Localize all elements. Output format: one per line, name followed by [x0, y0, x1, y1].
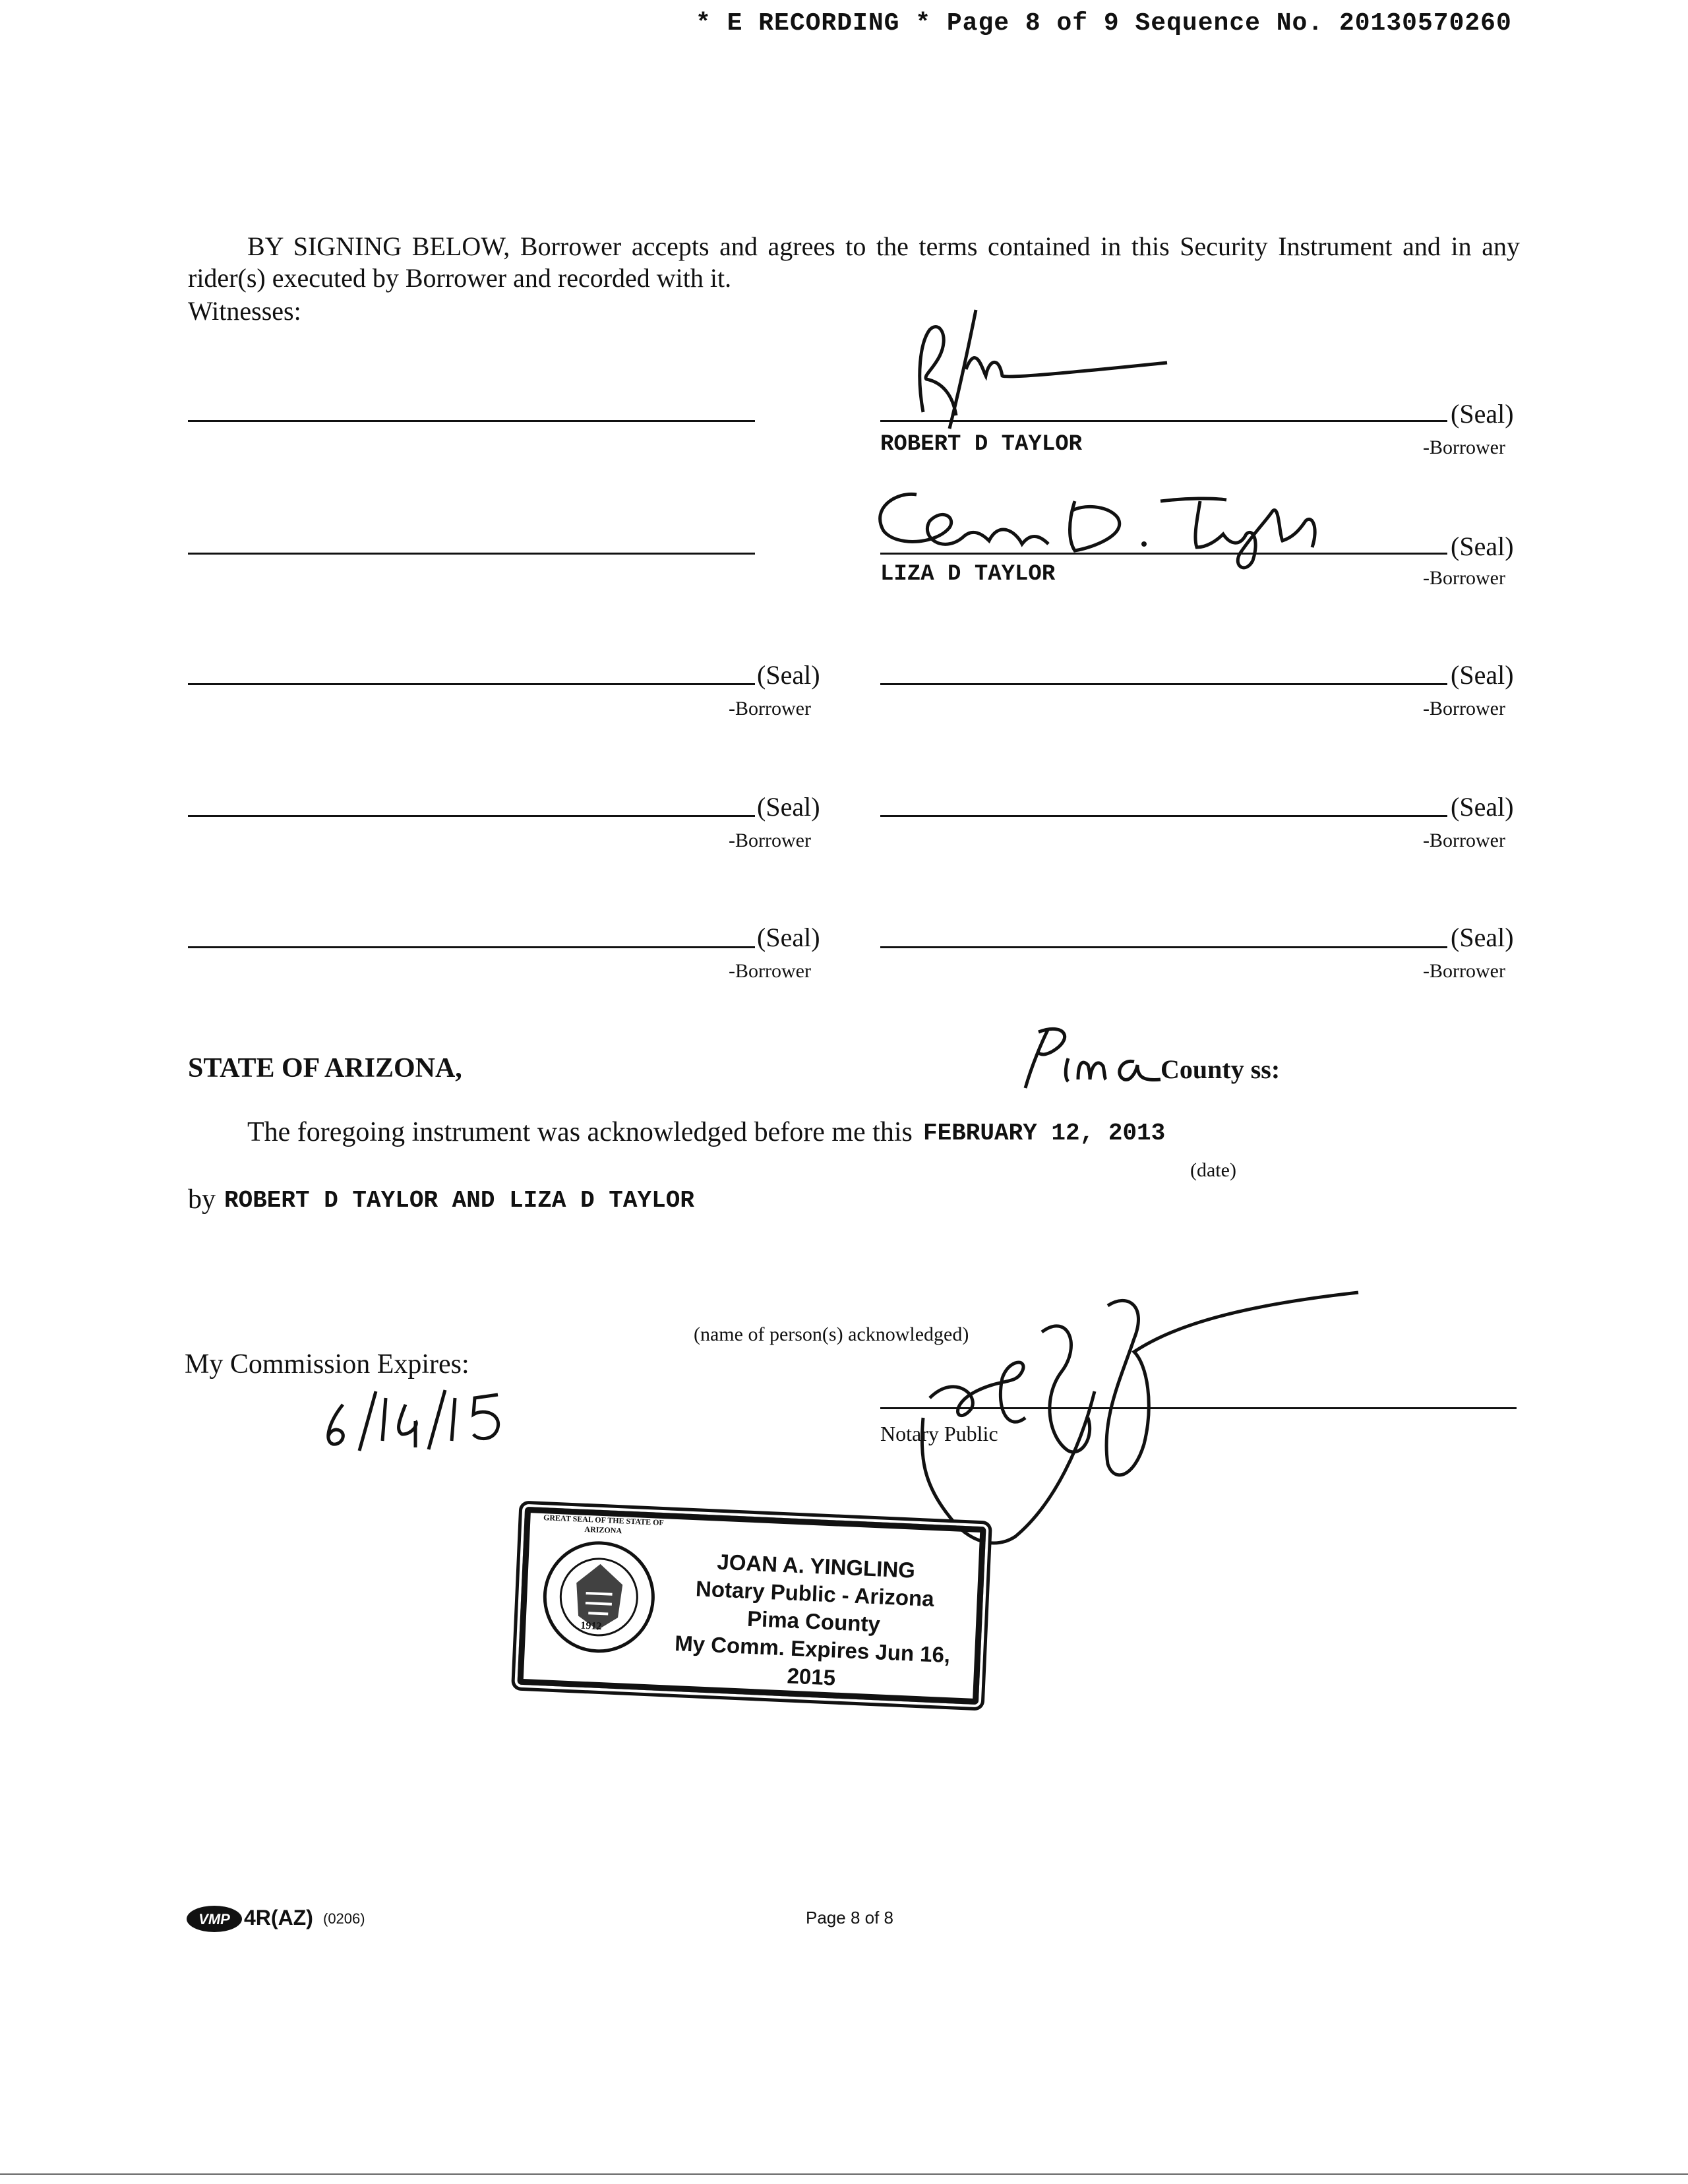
- seal-year: 1912: [580, 1620, 602, 1633]
- foregoing-text: The foregoing instrument was acknowledged before me this: [247, 1117, 913, 1147]
- borrower-4-line: [880, 683, 1447, 685]
- seal-text: GREAT SEAL OF THE STATE OF ARIZONA: [543, 1513, 665, 1536]
- borrower-6-line: [880, 815, 1447, 817]
- acknowledged-names: ROBERT D TAYLOR AND LIZA D TAYLOR: [224, 1187, 694, 1214]
- state-seal-icon: [537, 1535, 661, 1659]
- notary-stamp-text: [653, 1546, 975, 1698]
- borrower-label-b3: -Borrower: [729, 698, 811, 719]
- page-number: Page 8 of 8: [806, 1908, 893, 1927]
- commission-handwritten: [316, 1385, 514, 1457]
- notary-public-label: Notary Public: [880, 1422, 998, 1445]
- seal-label-b2: (Seal): [1451, 531, 1514, 561]
- recording-header: * E RECORDING * Page 8 of 9 Sequence No. 20130570260: [696, 9, 1512, 38]
- borrower-1-name: ROBERT D TAYLOR: [880, 432, 1083, 457]
- borrower-label-b1: -Borrower: [1423, 437, 1505, 458]
- borrower-2-line: [880, 553, 1447, 555]
- notary-name: JOAN A. YINGLING: [716, 1549, 916, 1583]
- commission-label: My Commission Expires:: [185, 1349, 469, 1380]
- borrower-label-b2: -Borrower: [1423, 567, 1505, 589]
- name-caption: (name of person(s) acknowledged): [694, 1323, 969, 1345]
- scan-edge-line: [0, 2173, 1688, 2175]
- seal-label-b8: (Seal): [1451, 923, 1514, 952]
- seal-label-b7: (Seal): [757, 923, 820, 952]
- notary-county: Pima County: [746, 1606, 881, 1637]
- seal-label-b6: (Seal): [1451, 792, 1514, 822]
- notary-stamp: [517, 1507, 986, 1705]
- borrower-label-b8: -Borrower: [1423, 960, 1505, 982]
- witness-line-1: [188, 420, 755, 422]
- borrower-label-b6: -Borrower: [1423, 830, 1505, 851]
- witnesses-label: Witnesses:: [188, 296, 301, 326]
- notary-title: Notary Public - Arizona: [695, 1576, 935, 1612]
- signature-robert: [903, 297, 1180, 435]
- date-caption: (date): [1190, 1159, 1236, 1181]
- borrower-2-name: LIZA D TAYLOR: [880, 562, 1056, 587]
- by-label: by: [188, 1184, 216, 1215]
- borrower-label-b7: -Borrower: [729, 960, 811, 982]
- borrower-1-line: [880, 420, 1447, 422]
- acknowledgment-date: FEBRUARY 12, 2013: [923, 1120, 1166, 1147]
- seal-label-b1: (Seal): [1451, 399, 1514, 429]
- county-handwritten: [1012, 1019, 1164, 1091]
- form-date: (0206): [323, 1910, 365, 1927]
- borrower-label-b4: -Borrower: [1423, 698, 1505, 719]
- borrower-label-b5: -Borrower: [729, 830, 811, 851]
- borrower-8-line: [880, 946, 1447, 948]
- borrower-3-line: [188, 683, 755, 685]
- state-label: STATE OF ARIZONA,: [188, 1053, 462, 1083]
- seal-label-b4: (Seal): [1451, 660, 1514, 690]
- vmp-logo-text: VMP: [198, 1911, 230, 1927]
- seal-label-b3: (Seal): [757, 660, 820, 690]
- borrower-7-line: [188, 946, 755, 948]
- seal-label-b5: (Seal): [757, 792, 820, 822]
- county-label: County ss:: [1160, 1054, 1281, 1084]
- witness-line-2: [188, 553, 755, 555]
- form-code: 4R(AZ): [244, 1906, 313, 1929]
- borrower-5-line: [188, 815, 755, 817]
- vmp-logo: [185, 1902, 244, 1939]
- notary-expires: My Comm. Expires Jun 16, 2015: [674, 1630, 951, 1690]
- signing-paragraph: BY SIGNING BELOW, Borrower accepts and agrees to the terms contained in this Security Instrument and in any rider(s) executed by Borrower and recorded with it.: [188, 231, 1520, 293]
